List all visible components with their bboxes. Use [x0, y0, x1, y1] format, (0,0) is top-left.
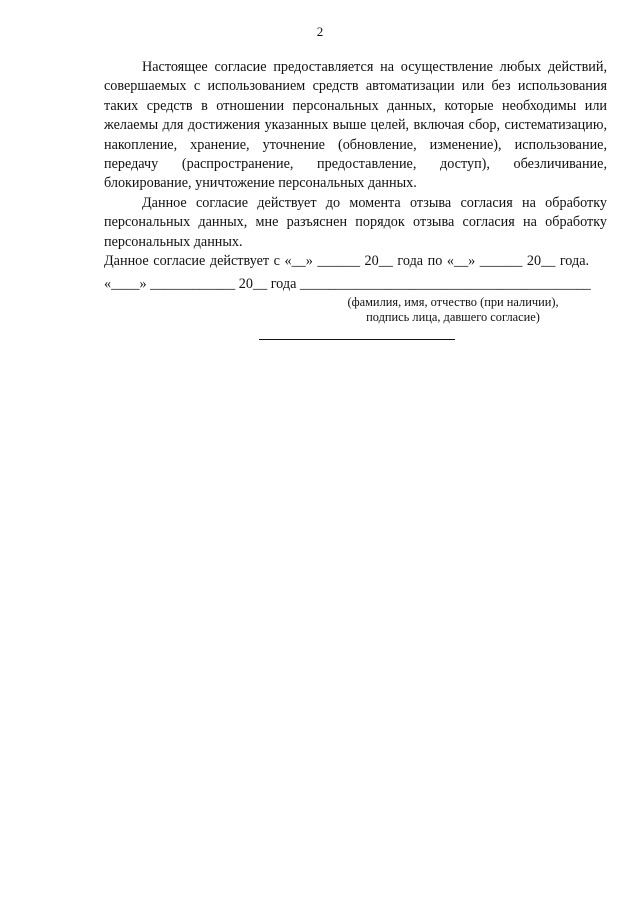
document-body — [104, 58, 607, 325]
signature-date: «____» ____________ 20__ года — [104, 276, 297, 293]
separator-rule — [259, 339, 455, 340]
signature-blank: _________________________________________ — [299, 276, 591, 293]
consent-scope-paragraph: Настоящее согласие предоставляется на осуществление любых действий, совершаемых с использованием средств автоматизации или без использования таких средств в отношении персональных данных, которые необходимы или желаемы для достижения указанных выше целей, включая сбор, систематизацию, накопление, хранение, уточнение (обновление, изменение), использование, передачу (распространение, предоставление, доступ), обезличивание, блокирование, уничтожение персональных данных. — [104, 59, 607, 192]
page-number: 2 — [316, 24, 324, 39]
validity-period-line: Данное согласие действует с «__» ______ 20__ года по «__» ______ 20__ года. — [104, 253, 590, 270]
consent-validity-paragraph: Данное согласие действует до момента отзыва согласия на обработку персональных данных, мне разъяснен порядок отзыва согласия на обработку персональных данных. — [104, 194, 607, 250]
signature-caption-line1: (фамилия, имя, отчество (при наличии), — [347, 294, 559, 309]
signature-date-line — [104, 275, 607, 294]
signature-caption-line2: подпись лица, давшего согласие) — [366, 309, 540, 324]
